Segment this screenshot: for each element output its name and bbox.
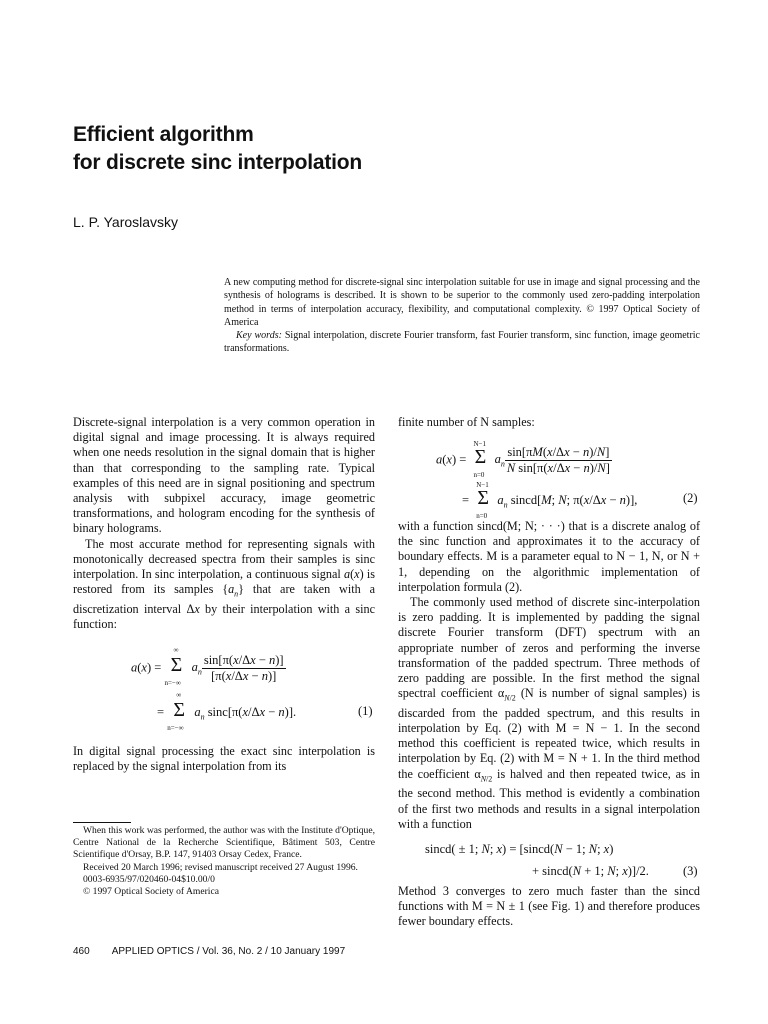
equation-3-line-1: sincd( ± 1; N; x) = [sincd(N − 1; N; x) <box>425 842 614 856</box>
column-right-top <box>398 415 700 430</box>
page-number: 460 <box>73 946 90 957</box>
sinc-text-c: that are taken with a discretization interval Δ <box>73 582 375 616</box>
title-line-2: for discrete sinc interpolation <box>73 151 363 174</box>
equation-2-line-1: a(x) = N−1 Σ n=0 $a_n$ $\frac{\sin[\pi M(x/\Delta x - n)/N]}{\text{N sin[π(x/Δx − n)/N]}}$ <box>436 440 610 480</box>
sinc-text-a: The most accurate method for representing signals with monotonically decreased spectra from their samples is sinc interpolation. In sinc interpolation, a continuous signal <box>73 536 375 582</box>
paragraph-sincd: with a function sincd(M; N; · · ·) that is a discrete analog of the sinc function and approximates it to the accuracy of boundary effects. M is a parameter equal to N − 1, N, or N + 1, depending on the algorithmic implementation of interpolation formula (2). <box>398 519 700 594</box>
paper-title <box>73 121 362 177</box>
equation-2-number: (2) <box>683 491 698 505</box>
paragraph-sinc: The most accurate method for representing signals with monotonically decreased spectra from their samples is sinc interpolation. In sinc interpolation, a continuous signal a(x) is restored from its samples $\{a_n\}$ that are taken with a discretization interval Δx by their interpolation with a sinc function: <box>73 536 375 632</box>
equation-3-number: (3) <box>683 864 698 878</box>
footnote-received: Received 20 March 1996; revised manuscript received 27 August 1996. <box>83 861 358 873</box>
keywords-text: Signal interpolation, discrete Fourier transform, fast Fourier transform, sinc function, image geometric transformations. <box>224 330 700 355</box>
equation-3-line-2: + sincd(N + 1; N; x)]/2. <box>532 864 649 878</box>
column-right-middle <box>398 519 700 832</box>
column-right-bottom <box>398 884 700 930</box>
equation-2-line-2: = N−1 Σ n=0 $a_n$ sincd[M; N; π(x/Δx − n)], <box>462 481 638 520</box>
journal-info: APPLIED OPTICS / Vol. 36, No. 2 / 10 January 1997 <box>111 946 346 957</box>
equation-1-line-1: a(x) = ∞ Σ n=−∞ $a_n$ $\frac{\sin[\pi(x/\Delta x - n)]}{[\pi(x/\Delta x - n)]}$ <box>131 646 284 688</box>
paragraph-zero-padding: The commonly used method of discrete sinc-interpolation is zero padding. It is implemented by padding the signal discrete Fourier transform (DFT) spectrum with an appropriate number of zeros and performing the inverse transformation of the padded spectrum. Three methods of zero padding are possible. In the first method the signal spectral coefficient $\alpha_{N/2}$ (N is number of signal samples) is discarded from the padded spectrum, and this results in interpolation by Eq. (2) with M = N − 1. In the second method this coefficient is repeated twice, which results in interpolation by Eq. (2) with M = N + 1. In the third method the coefficient $\alpha_{N/2}$ is halved and then repeated twice, as in the second method. This method is evidently a combination of the first two methods and results in a signal interpolation with a function <box>398 595 700 831</box>
title-line-1: Efficient algorithm <box>73 123 254 146</box>
paragraph-intro: Discrete-signal interpolation is a very common operation in digital signal and image processing. It is always required when one needs resolution in the signal domain that is higher than that corresponding to the sampling rate. Typical examples of this need are in signal positioning and spectrum analysis with subpixel accuracy, image geometric transformations, and hologram encoding for the synthesis of binary holograms. <box>73 415 375 536</box>
equation-1-line-2: = ∞ Σ n=−∞ $a_n$ sinc[π(x/Δx − n)]. <box>157 691 297 732</box>
paragraph-finite: finite number of N samples: <box>398 415 535 429</box>
equation-1-number: (1) <box>358 704 373 718</box>
abstract-text: A new computing method for discrete-signal sinc interpolation suitable for use in image and signal processing and the synthesis of holograms is described. It is shown to be superior to the commonly used zero-padding interpolation method in terms of interpolation accuracy, flexibility, and computational complexity. © 1997 Optical Society of America <box>224 277 700 328</box>
zero-padding-text-b: (N is number of signal samples) is discarded from the padded spectrum, and this results in interpolation by Eq. (2) with M = N − 1. In the second method this coefficient is repeated twice, which results in interpolation by Eq. (2) with M = N + 1. In the third method the coefficient α <box>398 686 700 781</box>
page-footer <box>73 946 345 957</box>
sinc-text-d: by their interpolation with a sinc function: <box>73 601 375 632</box>
zero-padding-text-c: is halved and then repeated twice, as in the second method. This method is evidently a combination of the first two methods and results in a signal interpolation with a function <box>398 766 700 831</box>
paragraph-digital-text: In digital signal processing the exact sinc interpolation is replaced by the signal interpolation from its <box>73 744 375 774</box>
keywords <box>224 329 700 356</box>
abstract <box>224 276 700 356</box>
footnote-rule <box>73 822 131 823</box>
footnote-code: 0003-6935/97/020460-04$10.00/0 <box>83 873 215 885</box>
paragraph-digital <box>73 744 375 774</box>
author-name: L. P. Yaroslavsky <box>73 214 179 230</box>
footnote-affiliation: When this work was performed, the author was with the Institute d'Optique, Centre National de la Recherche Scientifique, Bâtiment 503, Centre Scientifique d'Orsay, B.P. 147, 91403 Orsay Cedex, France. <box>73 825 375 861</box>
footnotes <box>73 825 375 898</box>
paragraph-method3: Method 3 converges to zero much faster than the sincd functions with M = N ± 1 (see Fig. 1) and therefore produces fewer boundary effects. <box>398 884 700 929</box>
footnote-copyright: © 1997 Optical Society of America <box>83 886 219 898</box>
keywords-label: Key words: <box>236 330 282 342</box>
sinc-text-b: is restored from its samples <box>73 567 375 597</box>
zero-padding-text-a: The commonly used method of discrete sinc-interpolation is zero padding. It is implemented by padding the signal discrete Fourier transform (DFT) spectrum with an appropriate number of zeros and performing the inverse transformation of the padded spectrum. Three methods of zero padding are possible. In the first method the signal spectral coefficient α <box>398 595 700 701</box>
column-left <box>73 415 375 632</box>
